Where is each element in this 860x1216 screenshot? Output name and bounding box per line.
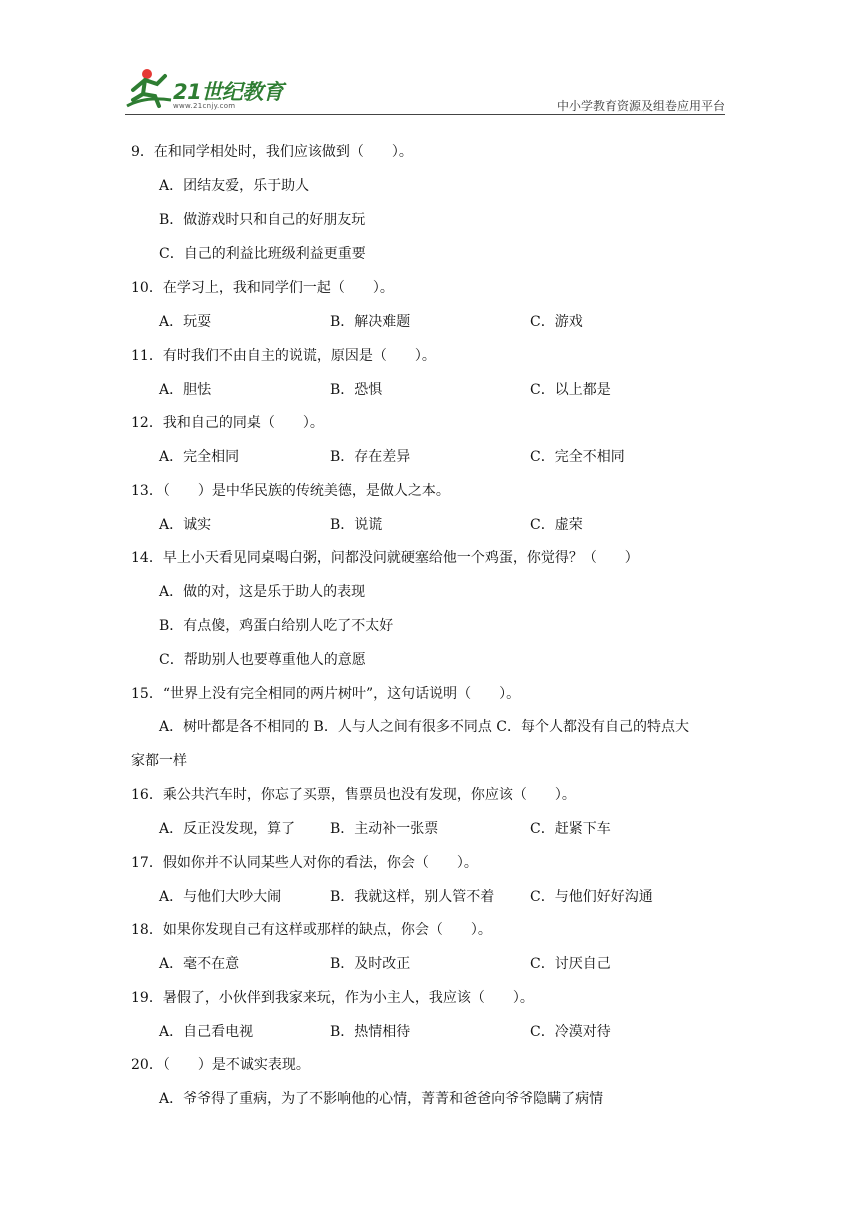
option-b: B．热情相待 <box>330 1024 411 1040</box>
question-stem: 20．（ ）是不诚实表现。 <box>131 1057 310 1073</box>
option-a: A．做的对，这是乐于助人的表现 <box>159 584 366 600</box>
option-c: C．帮助别人也要尊重他人的意愿 <box>159 652 366 668</box>
option-b: B．做游戏时只和自己的好朋友玩 <box>159 212 366 228</box>
header-divider <box>125 114 725 115</box>
option-a: A．爷爷得了重病，为了不影响他的心情，菁菁和爸爸向爷爷隐瞒了病情 <box>159 1091 604 1107</box>
page-header <box>125 66 725 116</box>
question-stem: 9．在和同学相处时，我们应该做到（ ）。 <box>131 144 413 160</box>
question-stem: 19．暑假了，小伙伴到我家来玩，作为小主人，我应该（ ）。 <box>131 990 534 1006</box>
option-c: C．自己的利益比班级利益更重要 <box>159 246 366 262</box>
option-b: B．及时改正 <box>330 956 411 972</box>
option-c: C．赶紧下车 <box>530 821 611 837</box>
option-line-continued: 家都一样 <box>131 753 187 769</box>
option-a: A．完全相同 <box>159 449 240 465</box>
logo-url: www.21cnjy.com <box>173 102 236 110</box>
logo <box>125 66 295 114</box>
option-a: A．胆怯 <box>159 382 212 398</box>
option-a: A．诚实 <box>159 517 212 533</box>
option-a: A．自己看电视 <box>159 1024 254 1040</box>
logo-text: 21世纪教育 <box>173 80 284 104</box>
option-a: A．毫不在意 <box>159 956 240 972</box>
question-stem: 12．我和自己的同桌（ ）。 <box>131 415 324 431</box>
option-b: B．我就这样，别人管不着 <box>330 889 495 905</box>
option-a: A．玩耍 <box>159 314 212 330</box>
option-c: C．以上都是 <box>530 382 611 398</box>
option-c: C．游戏 <box>530 314 583 330</box>
platform-title: 中小学教育资源及组卷应用平台 <box>556 99 725 113</box>
option-a: A．反正没发现，算了 <box>159 821 296 837</box>
question-stem: 10．在学习上，我和同学们一起（ ）。 <box>131 280 394 296</box>
option-b: B．存在差异 <box>330 449 411 465</box>
question-stem: 15．“世界上没有完全相同的两片树叶”，这句话说明（ ）。 <box>131 686 521 702</box>
option-b: B．有点傻，鸡蛋白给别人吃了不太好 <box>159 618 394 634</box>
option-c: C．冷漠对待 <box>530 1024 611 1040</box>
question-stem: 11．有时我们不由自主的说谎，原因是（ ）。 <box>131 348 436 364</box>
option-b: B．恐惧 <box>330 382 383 398</box>
option-b: B．说谎 <box>330 517 383 533</box>
runner-logo-icon <box>125 66 173 112</box>
question-stem: 13．（ ）是中华民族的传统美德，是做人之本。 <box>131 483 450 499</box>
option-c: C．讨厌自己 <box>530 956 611 972</box>
option-line: A．树叶都是各不相同的 B．人与人之间有很多不同点 C．每个人都没有自己的特点大 <box>159 719 690 735</box>
question-stem: 17．假如你并不认同某些人对你的看法，你会（ ）。 <box>131 855 478 871</box>
option-b: B．解决难题 <box>330 314 411 330</box>
question-stem: 16．乘公共汽车时，你忘了买票，售票员也没有发现，你应该（ ）。 <box>131 787 576 803</box>
question-stem: 18．如果你发现自己有这样或那样的缺点，你会（ ）。 <box>131 922 492 938</box>
option-c: C．虚荣 <box>530 517 583 533</box>
question-stem: 14．早上小天看见同桌喝白粥，问都没问就硬塞给他一个鸡蛋，你觉得？（ ） <box>131 550 639 566</box>
option-c: C．完全不相同 <box>530 449 625 465</box>
option-a: A．团结友爱，乐于助人 <box>159 178 310 194</box>
option-c: C．与他们好好沟通 <box>530 889 653 905</box>
option-b: B．主动补一张票 <box>330 821 439 837</box>
option-a: A．与他们大吵大闹 <box>159 889 282 905</box>
